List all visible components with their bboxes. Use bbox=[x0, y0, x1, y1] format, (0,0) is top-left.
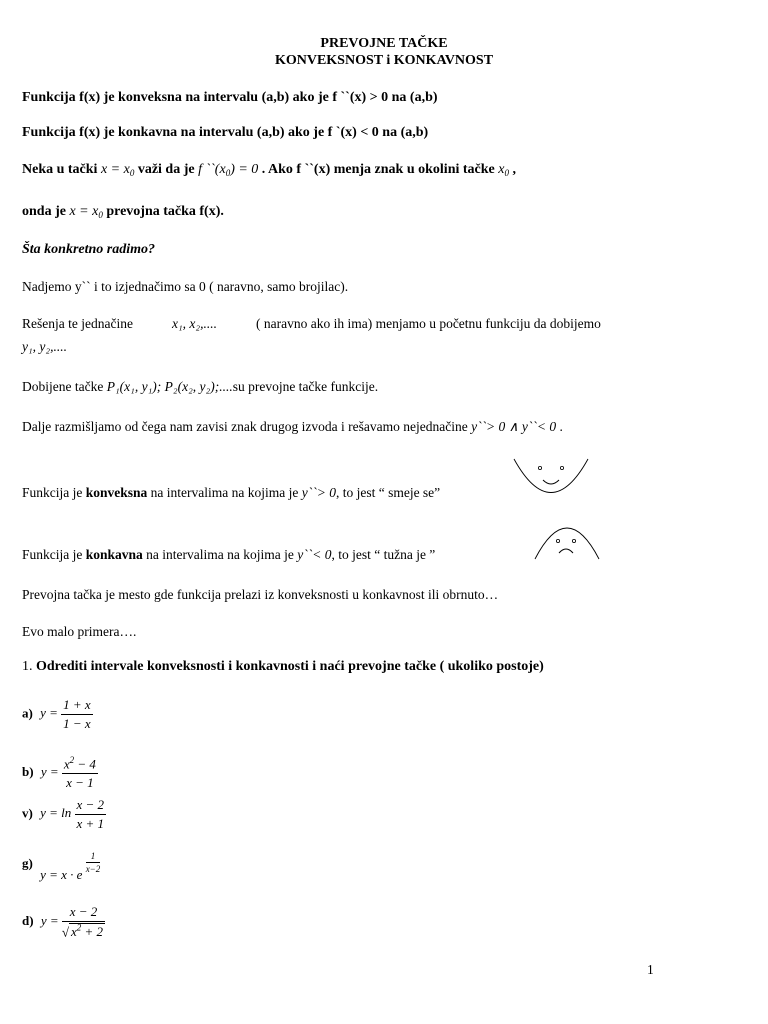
problem-v: v) y = ln $\frac{x - 2}{x + 1}$ bbox=[22, 797, 105, 831]
step-2: Rešenja te jednačine x₁, x₂,.... ( naravno ako ih ima) menjamo u početnu funkciju da dobijemo bbox=[22, 316, 601, 331]
fraction: $\frac{x - 2}{√ x^2 + 2}$ bbox=[61, 904, 104, 940]
exponent-fraction: $\frac{1}{x-2}$ bbox=[85, 851, 101, 874]
inflection-conclusion: onda je $x = x_0$ prevojna tačka f(x). bbox=[22, 204, 224, 220]
inflection-explanation: Prevojna tačka je mesto gde funkcija prelazi iz konveksnosti u konkavnost ili obrnuto… bbox=[22, 587, 499, 602]
step-3: Dobijene tačke P₁(x₁, y₁); P₂(x₂, y₂);....su prevojne tačke funkcije. bbox=[22, 379, 379, 394]
step-2-cont: y₁, y₂,.... bbox=[22, 339, 67, 354]
task-1: 1. Odrediti intervale konveksnosti i konkavnosti i naći prevojne tačke ( ukoliko postoje) bbox=[22, 659, 544, 674]
step-4: Dalje razmišljamo od čega nam zavisi znak drugog izvoda i rešavamo nejednačine y``> 0 ∧ y``< 0 . bbox=[22, 419, 563, 434]
inflection-condition: Neka u tački $x = x_0$ važi da je f $``(x_0) = 0$ . Ako f ``(x) menja znak u okolini tačke $x_0$ , bbox=[22, 162, 516, 178]
problem-g: g) y = x · e $\frac{1}{x-2}$ bbox=[22, 851, 101, 883]
convex-description: Funkcija je konveksna na intervalima na kojima je y``> 0, to jest “ smeje se” bbox=[22, 485, 441, 500]
examples-intro: Evo malo primera…. bbox=[22, 624, 137, 639]
fraction: $\frac{x - 2}{x + 1}$ bbox=[76, 797, 105, 831]
fraction: $\frac{x^2 - 4}{x - 1}$ bbox=[63, 755, 96, 791]
smiling-face-icon bbox=[510, 456, 592, 498]
concave-description: Funkcija je konkavna na intervalima na kojima je y``< 0, to jest “ tužna je ” bbox=[22, 547, 436, 562]
page-number: 1 bbox=[647, 962, 654, 977]
title-line-1: PREVOJNE TAČKE bbox=[320, 36, 448, 51]
problem-b: b) y = $\frac{x^2 - 4}{x - 1}$ bbox=[22, 755, 96, 791]
fraction: $\frac{1 + x}{1 - x}$ bbox=[63, 697, 91, 731]
title-line-2: KONVEKSNOST i KONKAVNOST bbox=[274, 53, 494, 68]
step-1: Nadjemo y`` i to izjednačimo sa 0 ( naravno, samo brojilac). bbox=[22, 279, 349, 294]
section-heading: Šta konkretno radimo? bbox=[22, 242, 156, 257]
problem-d: d) y = $\frac{x - 2}{√ x^2 + 2}$ bbox=[22, 904, 104, 940]
concave-definition: Funkcija f(x) je konkavna na intervalu (a,b) ako je f `(x) < 0 na (a,b) bbox=[22, 125, 429, 140]
problem-a: a) y = $\frac{1 + x}{1 - x}$ bbox=[22, 697, 91, 731]
sad-face-icon bbox=[532, 519, 602, 561]
convex-definition: Funkcija f(x) je konveksna na intervalu (a,b) ako je f ``(x) > 0 na (a,b) bbox=[22, 90, 438, 105]
